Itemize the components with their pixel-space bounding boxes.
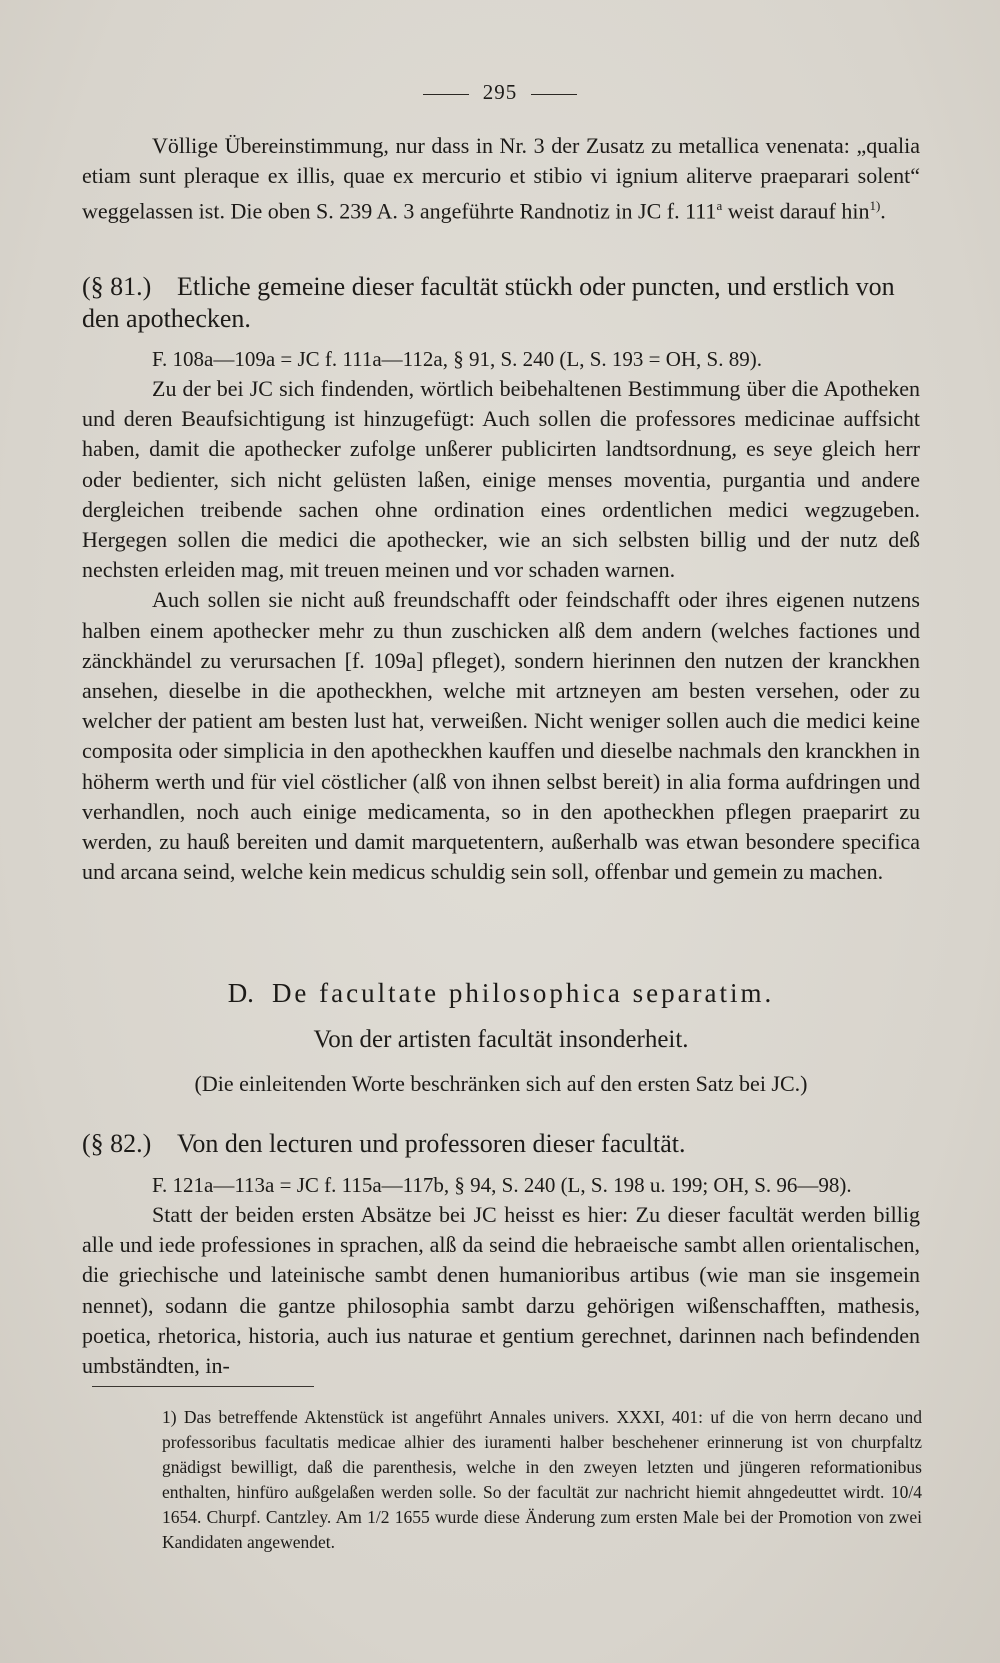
intro-text-end: weist darauf hin (722, 198, 870, 224)
section-82-body (82, 1170, 920, 1381)
intro-sup: a (716, 198, 723, 214)
footnote-marker: 1) (869, 198, 881, 214)
section-81-paragraph-2: Auch sollen sie nicht auß freundschafft oder feindschafft oder ihres eigenen nutzens halben einem apothecker mehr zu thun zuschicken alß dem andern (welches factiones und zänckhändel zu verursachen [f. 109a] pfleget), sondern hierinnen den nutzen der kranckhen ansehen, dieselbe in die apotheckhen, welche mit artzneyen am besten versehen, oder zu welcher der patient am besten lust hat, verweißen. Nicht weniger sollen auch die medici keine composita oder simplicia in den apotheckhen kauffen und dieselbe nachmals den kranckhen in höherm werth und für viel cöstlicher (alß von ihnen selbst bereit) in alia forma aufdringen und verhandlen, noch auch einige medicamenta, so in den apotheckhen pflegen praeparirt zu werden, zu hauß bereiten und damit marquetentern, außerhalb was etwan besondere specifica und arcana seind, welche kein medicus schuldig sein soll, offenbar und gemein zu machen. (82, 587, 920, 885)
footnote-text: 1) Das betreffende Aktenstück ist angeführt Annales univers. XXXI, 401: uf die von herrn decano und professoribus facultatis medicae alhier des iuramenti halber beschehener erinnerung ist von churpfaltz gnädigst bewilligt, daß die parenthesis, welche in den zweyen letzten und jüngeren reformationibus enthalten, hinfüro außgelaßen werden solle. So der facultät zur nachricht hiemit ahngedeuttet wirdt. 10/4 1654. Churpf. Cantzley. Am 1/2 1655 wurde diese Änderung zum ersten Male bei der Promotion von zwei Kandidaten angewendet. (162, 1407, 922, 1552)
intro-text: Völlige Übereinstimmung, nur dass in Nr. 3 der Zusatz zu metallica venenata: „qualia etiam sunt pleraque ex illis, quae ex mercurio et stibio vi ignium aliterve praeparari solent“ weggelassen ist. Die oben S. 239 A. 3 angeführte Randnotiz in JC f. 111 (82, 133, 920, 224)
section-81-title: Etliche gemeine dieser facultät stückh oder puncten, und erstlich von den apothecken. (82, 272, 895, 333)
section-81-body (82, 344, 920, 887)
section-82-reference: F. 121a—113a = JC f. 115a—117b, § 94, S. 240 (L, S. 198 u. 199; OH, S. 96—98). (152, 1173, 852, 1197)
section-81-reference: F. 108a—109a = JC f. 111a—112a, § 91, S. 240 (L, S. 193 = OH, S. 89). (152, 347, 762, 371)
page-number (0, 80, 1000, 105)
intro-text-tail: . (880, 198, 886, 224)
chapter-d-note: (Die einleitenden Worte beschränken sich auf den ersten Satz bei JC.) (194, 1071, 808, 1096)
chapter-d-heading (82, 978, 920, 1009)
page-number-text: 295 (482, 80, 518, 104)
section-82-number: (§ 82.) (82, 1129, 152, 1158)
section-82-heading (82, 1128, 920, 1160)
intro-paragraph (82, 131, 920, 227)
dash-right (531, 94, 577, 95)
chapter-d-letter: D. (227, 978, 254, 1008)
footnote-rule (92, 1386, 314, 1387)
section-81-number: (§ 81.) (82, 272, 152, 301)
chapter-d-title: De facultate philosophica separatim. (271, 978, 775, 1008)
dash-left (423, 94, 469, 95)
section-82-paragraph: Statt der beiden ersten Absätze bei JC heisst es hier: Zu dieser facultät werden billig alle und iede professiones in sprachen, alß da seind die hebraeische sambt allen orientalischen, die griechische und lateinische sambt denen humanioribus artibus (wie man sie insgemein nennet), sodann die gantze philosophia sambt darzu gehörigen wißenschafften, mathesis, poetica, rhetorica, historia, auch ius naturae et gentium gerechnet, darinnen nach befindenden umbständten, in- (82, 1202, 920, 1379)
section-81-paragraph-1: Zu der bei JC sich findenden, wörtlich beibehaltenen Bestimmung über die Apotheken und deren Beaufsichtigung ist hinzugefügt: Auch sollen die professores medicinae auffsicht haben, damit die apothecker zufolge unßerer publicirten landtsordnung, es seye gleich herr oder bedienter, sich nicht gelüsten laßen, einige menses moventia, purgantia und andere dergleichen treibende sachen ohne ordination eines ordentlichen medici wegzugeben. Hergegen sollen die medici die apothecker, wie an sich selbsten billig und der nutz deß nechsten erleiden mag, mit treuen meinen und vor schaden warnen. (82, 376, 920, 583)
section-81-heading (82, 271, 920, 335)
chapter-d-subtitle: Von der artisten facultät insonderheit. (313, 1026, 689, 1053)
footnote (92, 1405, 922, 1555)
section-82-title: Von den lecturen und professoren dieser facultät. (177, 1129, 686, 1158)
